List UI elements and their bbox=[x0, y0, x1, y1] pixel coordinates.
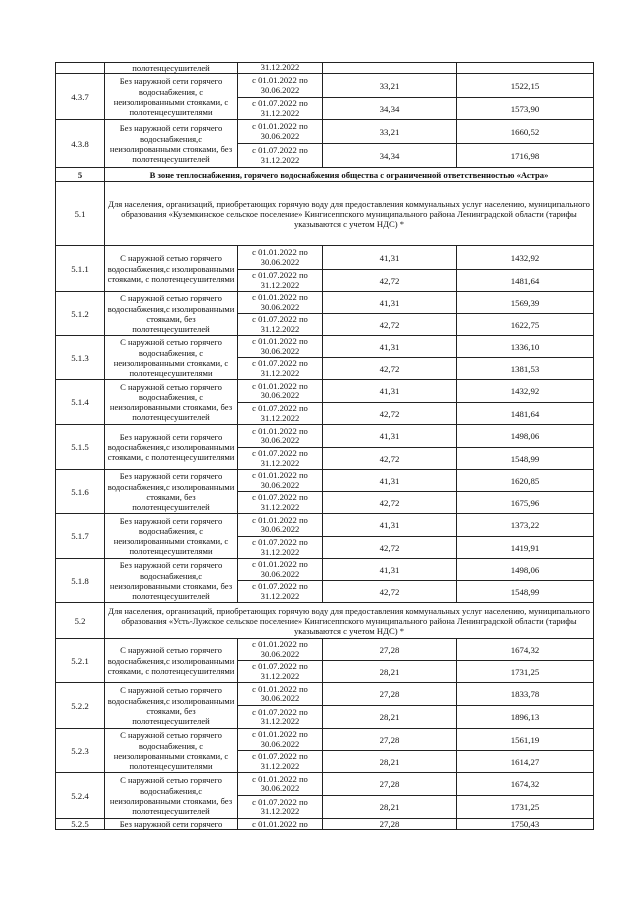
table-row bbox=[56, 380, 594, 403]
item-description: Без наружной сети горячего водоснабжения,с неизолированными стояками, без полотенцесушителей bbox=[105, 559, 238, 603]
section-row bbox=[56, 168, 594, 182]
period-second-half: с 01.07.2022 по 31.12.2022 bbox=[238, 314, 323, 336]
table-row bbox=[56, 425, 594, 448]
period-first-half: с 01.01.2022 по 30.06.2022 bbox=[238, 639, 323, 661]
item-number: 4.3.7 bbox=[56, 74, 105, 120]
table-row bbox=[56, 120, 594, 144]
rate-first-half: 27,28 bbox=[323, 773, 457, 796]
item-description: Без наружной сети горячего водоснабжения,с изолированными стояками, с полотенцесушителями bbox=[105, 425, 238, 470]
period-first-half: с 01.01.2022 по 30.06.2022 bbox=[238, 683, 323, 706]
group-description: Для населения, организаций, приобретающих горячую воду для предоставления коммунальных услуг населению, муниципального образования «Куземкинское сельское поселение» Кингисеппского муниципального района Ленинградской области (тарифы указываются с учетом НДС) * bbox=[105, 182, 594, 246]
value-first-half: 1498,06 bbox=[457, 425, 594, 448]
rate-second-half: 42,72 bbox=[323, 403, 457, 425]
item-description: С наружной сетью горячего водоснабжения,с изолированными стояками, с полотенцесушителями bbox=[105, 246, 238, 292]
period-first-half: с 01.01.2022 по 30.06.2022 bbox=[238, 773, 323, 796]
period-second-half: с 01.07.2022 по 31.12.2022 bbox=[238, 270, 323, 292]
item-description: С наружной сетью горячего водоснабжения,с изолированными стояками, без полотенцесушителей bbox=[105, 683, 238, 729]
period-first-half: с 01.01.2022 по 30.06.2022 bbox=[238, 74, 323, 98]
rate-second-half: 42,72 bbox=[323, 492, 457, 514]
value-second-half: 1481,64 bbox=[457, 270, 594, 292]
rate-second-half: 42,72 bbox=[323, 581, 457, 603]
value-second-half: 1896,13 bbox=[457, 706, 594, 729]
period-first-half: с 01.01.2022 по bbox=[238, 819, 323, 830]
item-number: 5.1.3 bbox=[56, 336, 105, 380]
item-number: 5.1.2 bbox=[56, 292, 105, 336]
period-first-half: с 01.01.2022 по 30.06.2022 bbox=[238, 514, 323, 537]
value-second-half: 1622,75 bbox=[457, 314, 594, 336]
item-description: Без наружной сети горячего водоснабжения, с неизолированными стояками, с полотенцесушителями bbox=[105, 74, 238, 120]
item-description: С наружной сетью горячего водоснабжения,с изолированными стояками, с полотенцесушителями bbox=[105, 639, 238, 683]
period-second-half: с 01.07.2022 по 31.12.2022 bbox=[238, 492, 323, 514]
rate-second-half: 34,34 bbox=[323, 98, 457, 120]
rate-first-half: 27,28 bbox=[323, 683, 457, 706]
table-row bbox=[56, 74, 594, 98]
item-description: Без наружной сети горячего водоснабжения,с неизолированными стояками, без полотенцесушителей bbox=[105, 120, 238, 168]
value-first-half: 1620,85 bbox=[457, 470, 594, 492]
table-row bbox=[56, 470, 594, 492]
rate-second-half: 42,72 bbox=[323, 270, 457, 292]
item-description: полотенцесушителей bbox=[105, 63, 238, 74]
item-description: Без наружной сети горячего водоснабжения, с неизолированными стояками, с полотенцесушителями bbox=[105, 514, 238, 559]
item-number: 5.2.3 bbox=[56, 729, 105, 773]
item-description: С наружной сетью горячего водоснабжения,с неизолированными стояками, без полотенцесушителей bbox=[105, 773, 238, 819]
item-number bbox=[56, 63, 105, 74]
item-number: 5.1.4 bbox=[56, 380, 105, 425]
rate-second-half: 34,34 bbox=[323, 144, 457, 168]
value-second-half: 1716,98 bbox=[457, 144, 594, 168]
rate-first-half: 27,28 bbox=[323, 729, 457, 751]
rate-second-half: 28,21 bbox=[323, 661, 457, 683]
tariff-table-body bbox=[56, 63, 594, 830]
value-first-half: 1373,22 bbox=[457, 514, 594, 537]
tariff-document bbox=[55, 62, 593, 830]
rate-second-half: 42,72 bbox=[323, 537, 457, 559]
rate-first-half bbox=[323, 63, 457, 74]
rate-first-half: 41,31 bbox=[323, 559, 457, 581]
value-second-half: 1381,53 bbox=[457, 358, 594, 380]
table-row bbox=[56, 729, 594, 751]
value-first-half: 1498,06 bbox=[457, 559, 594, 581]
rate-second-half: 42,72 bbox=[323, 358, 457, 380]
item-number: 5.1.5 bbox=[56, 425, 105, 470]
table-row bbox=[56, 514, 594, 537]
period-second-half: с 01.07.2022 по 31.12.2022 bbox=[238, 537, 323, 559]
period-second-half: с 01.07.2022 по 31.12.2022 bbox=[238, 581, 323, 603]
value-second-half: 1548,99 bbox=[457, 448, 594, 470]
rate-first-half: 41,31 bbox=[323, 425, 457, 448]
value-first-half: 1432,92 bbox=[457, 246, 594, 270]
group-number: 5.2 bbox=[56, 603, 105, 639]
value-second-half: 1614,27 bbox=[457, 751, 594, 773]
value-second-half: 1731,25 bbox=[457, 796, 594, 819]
rate-first-half: 41,31 bbox=[323, 246, 457, 270]
item-description: Без наружной сети горячего bbox=[105, 819, 238, 830]
period-first-half: с 01.01.2022 по 30.06.2022 bbox=[238, 380, 323, 403]
item-description: С наружной сетью горячего водоснабжения,с изолированными стояками, без полотенцесушителей bbox=[105, 292, 238, 336]
period-first-half: с 01.01.2022 по 30.06.2022 bbox=[238, 292, 323, 314]
rate-first-half: 41,31 bbox=[323, 470, 457, 492]
value-second-half: 1548,99 bbox=[457, 581, 594, 603]
rate-second-half: 28,21 bbox=[323, 796, 457, 819]
rate-second-half: 42,72 bbox=[323, 314, 457, 336]
group-row bbox=[56, 182, 594, 246]
table-row bbox=[56, 559, 594, 581]
item-number: 5.1.6 bbox=[56, 470, 105, 514]
table-row bbox=[56, 683, 594, 706]
period-first-half: 31.12.2022 bbox=[238, 63, 323, 74]
period-first-half: с 01.01.2022 по 30.06.2022 bbox=[238, 336, 323, 358]
rate-first-half: 41,31 bbox=[323, 514, 457, 537]
item-number: 5.1.1 bbox=[56, 246, 105, 292]
period-second-half: с 01.07.2022 по 31.12.2022 bbox=[238, 751, 323, 773]
value-second-half: 1731,25 bbox=[457, 661, 594, 683]
item-number: 5.2.4 bbox=[56, 773, 105, 819]
period-second-half: с 01.07.2022 по 31.12.2022 bbox=[238, 144, 323, 168]
value-second-half: 1481,64 bbox=[457, 403, 594, 425]
period-first-half: с 01.01.2022 по 30.06.2022 bbox=[238, 120, 323, 144]
rate-first-half: 27,28 bbox=[323, 639, 457, 661]
table-row bbox=[56, 639, 594, 661]
value-second-half: 1675,96 bbox=[457, 492, 594, 514]
period-first-half: с 01.01.2022 по 30.06.2022 bbox=[238, 425, 323, 448]
section-number: 5 bbox=[56, 168, 105, 182]
rate-second-half: 28,21 bbox=[323, 751, 457, 773]
period-first-half: с 01.01.2022 по 30.06.2022 bbox=[238, 470, 323, 492]
tariff-table bbox=[55, 62, 594, 830]
item-number: 5.2.5 bbox=[56, 819, 105, 830]
item-number: 5.2.2 bbox=[56, 683, 105, 729]
item-number: 4.3.8 bbox=[56, 120, 105, 168]
table-row bbox=[56, 773, 594, 796]
section-title: В зоне теплоснабжения, горячего водоснабжения общества с ограниченной ответственностью «Астра» bbox=[105, 168, 594, 182]
value-first-half: 1833,78 bbox=[457, 683, 594, 706]
rate-first-half: 33,21 bbox=[323, 120, 457, 144]
period-second-half: с 01.07.2022 по 31.12.2022 bbox=[238, 448, 323, 470]
group-description: Для населения, организаций, приобретающих горячую воду для предоставления коммунальных услуг населению, муниципального образования «Усть-Лужское сельское поселение» Кингисеппского муниципального района Ленинградской области (тарифы указываются с учетом НДС) * bbox=[105, 603, 594, 639]
value-first-half: 1561,19 bbox=[457, 729, 594, 751]
period-second-half: с 01.07.2022 по 31.12.2022 bbox=[238, 98, 323, 120]
group-row bbox=[56, 603, 594, 639]
table-row bbox=[56, 292, 594, 314]
rate-first-half: 27,28 bbox=[323, 819, 457, 830]
value-first-half bbox=[457, 63, 594, 74]
table-row bbox=[56, 246, 594, 270]
period-second-half: с 01.07.2022 по 31.12.2022 bbox=[238, 661, 323, 683]
rate-first-half: 41,31 bbox=[323, 380, 457, 403]
group-number: 5.1 bbox=[56, 182, 105, 246]
value-first-half: 1750,43 bbox=[457, 819, 594, 830]
value-second-half: 1573,90 bbox=[457, 98, 594, 120]
period-first-half: с 01.01.2022 по 30.06.2022 bbox=[238, 729, 323, 751]
value-first-half: 1660,52 bbox=[457, 120, 594, 144]
value-first-half: 1522,15 bbox=[457, 74, 594, 98]
value-first-half: 1432,92 bbox=[457, 380, 594, 403]
item-description: Без наружной сети горячего водоснабжения,с изолированными стояками, без полотенцесушителей bbox=[105, 470, 238, 514]
period-first-half: с 01.01.2022 по 30.06.2022 bbox=[238, 559, 323, 581]
value-second-half: 1419,91 bbox=[457, 537, 594, 559]
table-row bbox=[56, 819, 594, 830]
value-first-half: 1569,39 bbox=[457, 292, 594, 314]
item-description: С наружной сетью горячего водоснабжения, с неизолированными стояками, с полотенцесушителями bbox=[105, 336, 238, 380]
period-second-half: с 01.07.2022 по 31.12.2022 bbox=[238, 403, 323, 425]
rate-second-half: 42,72 bbox=[323, 448, 457, 470]
value-first-half: 1674,32 bbox=[457, 773, 594, 796]
item-description: С наружной сетью горячего водоснабжения, с неизолированными стояками, без полотенцесушителей bbox=[105, 380, 238, 425]
value-first-half: 1674,32 bbox=[457, 639, 594, 661]
item-number: 5.2.1 bbox=[56, 639, 105, 683]
period-second-half: с 01.07.2022 по 31.12.2022 bbox=[238, 706, 323, 729]
item-description: С наружной сетью горячего водоснабжения, с неизолированными стояками, с полотенцесушителями bbox=[105, 729, 238, 773]
rate-first-half: 41,31 bbox=[323, 292, 457, 314]
rate-first-half: 33,21 bbox=[323, 74, 457, 98]
value-first-half: 1336,10 bbox=[457, 336, 594, 358]
rate-second-half: 28,21 bbox=[323, 706, 457, 729]
item-number: 5.1.7 bbox=[56, 514, 105, 559]
rate-first-half: 41,31 bbox=[323, 336, 457, 358]
item-number: 5.1.8 bbox=[56, 559, 105, 603]
table-row bbox=[56, 63, 594, 74]
table-row bbox=[56, 336, 594, 358]
period-first-half: с 01.01.2022 по 30.06.2022 bbox=[238, 246, 323, 270]
period-second-half: с 01.07.2022 по 31.12.2022 bbox=[238, 358, 323, 380]
period-second-half: с 01.07.2022 по 31.12.2022 bbox=[238, 796, 323, 819]
